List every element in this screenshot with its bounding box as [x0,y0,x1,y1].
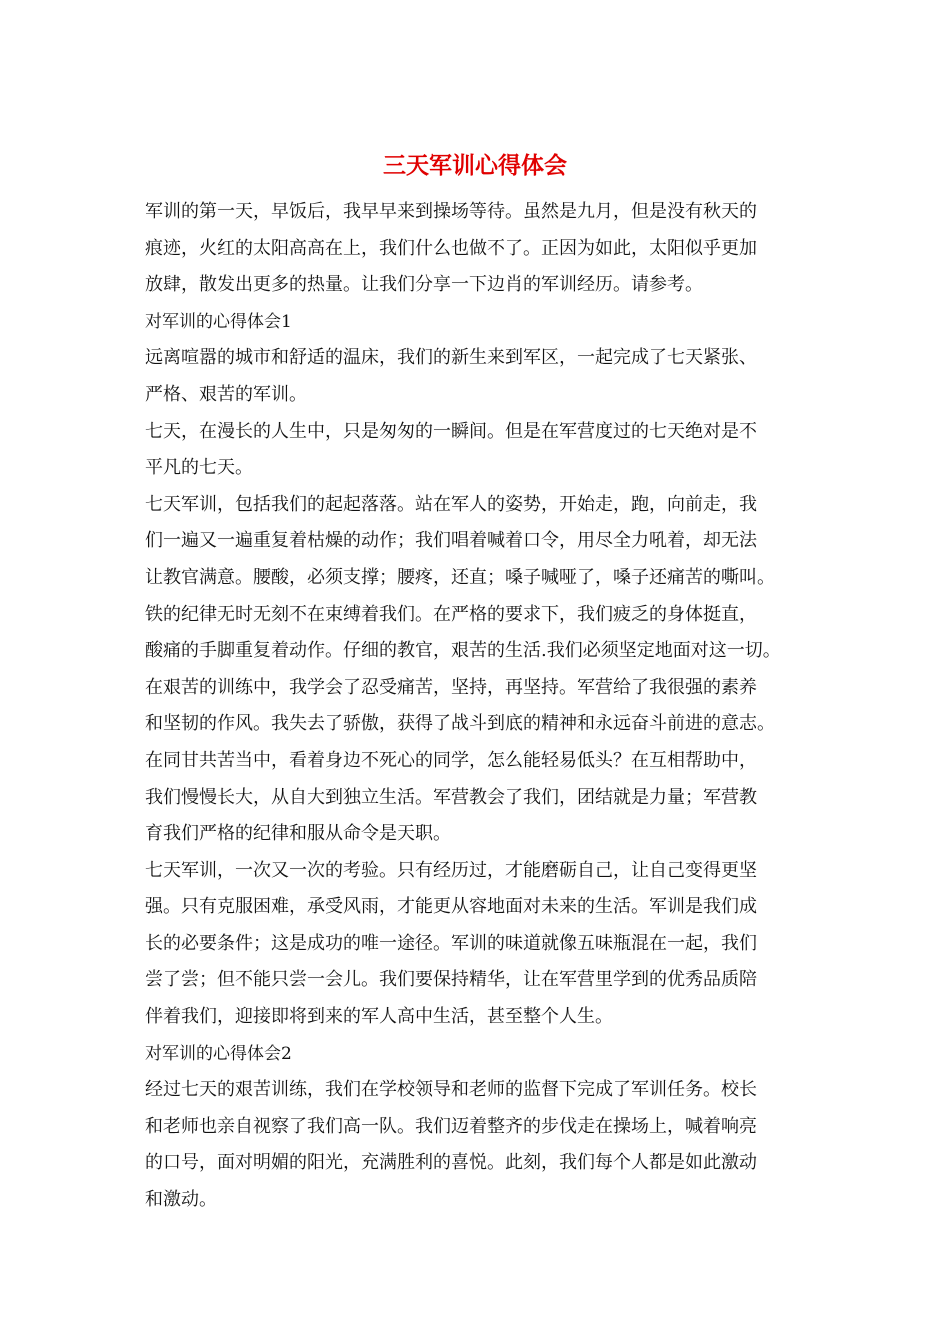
paragraph-line: 痕迹，火红的太阳高高在上，我们什么也做不了。正因为如此，太阳似乎更加 [145,237,757,259]
paragraph-line: 远离喧嚣的城市和舒适的温床，我们的新生来到军区，一起完成了七天紧张、 [145,347,757,369]
paragraph-line: 尝了尝；但不能只尝一会儿。我们要保持精华，让在军营里学到的优秀品质陪 [145,969,757,991]
paragraph-line: 让教官满意。腰酸，必须支撑；腰疼，还直；嗓子喊哑了，嗓子还痛苦的嘶叫。 [145,566,775,588]
document-body [145,194,835,1219]
paragraph-line: 我们慢慢长大，从自大到独立生活。军营教会了我们，团结就是力量；军营教 [145,786,757,808]
paragraph-line: 和激动。 [145,1189,217,1211]
document-title: 三天军训心得体会 [383,152,567,179]
paragraph-line: 严格、艰苦的军训。 [145,383,307,405]
paragraph-line: 经过七天的艰苦训练，我们在学校领导和老师的监督下完成了军训任务。校长 [145,1079,757,1101]
paragraph-line: 和坚韧的作风。我失去了骄傲，获得了战斗到底的精神和永远奋斗前进的意志。 [145,713,775,735]
paragraph-line: 军训的第一天，早饭后，我早早来到操场等待。虽然是九月，但是没有秋天的 [145,201,757,222]
paragraph-line: 伴着我们，迎接即将到来的军人高中生活，甚至整个人生。 [145,1006,613,1028]
paragraph-line: 们一遍又一遍重复着枯燥的动作；我们唱着喊着口令，用尽全力吼着，却无法 [145,530,757,552]
paragraph-line: 酸痛的手脚重复着动作。仔细的教官，艰苦的生活.我们必须坚定地面对这一切。 [145,640,781,662]
paragraph-line: 七天军训，一次又一次的考验。只有经历过，才能磨砺自己，让自己变得更坚 [145,859,757,881]
paragraph-line: 长的必要条件；这是成功的唯一途径。军训的味道就像五味瓶混在一起，我们 [145,932,757,954]
paragraph-line: 铁的纪律无时无刻不在束缚着我们。在严格的要求下，我们疲乏的身体挺直， [145,603,757,625]
paragraph-line: 在艰苦的训练中，我学会了忍受痛苦，坚持，再坚持。军营给了我很强的素养 [145,676,757,698]
paragraph-line: 和老师也亲自视察了我们高一队。我们迈着整齐的步伐走在操场上，喊着响亮 [145,1115,757,1137]
paragraph-line: 育我们严格的纪律和服从命令是天职。 [145,823,451,845]
section-heading: 对军训的心得体会2 [145,1043,292,1064]
paragraph-line: 七天，在漫长的人生中，只是匆匆的一瞬间。但是在军营度过的七天绝对是不 [145,420,757,442]
paragraph-line: 的口号，面对明媚的阳光，充满胜利的喜悦。此刻，我们每个人都是如此激动 [145,1152,757,1174]
paragraph-line: 平凡的七天。 [145,457,253,479]
paragraph-line: 放肆，散发出更多的热量。让我们分享一下边肖的军训经历。请参考。 [145,274,703,296]
paragraph-line: 七天军训，包括我们的起起落落。站在军人的姿势，开始走，跑，向前走，我 [145,493,757,515]
section-heading: 对军训的心得体会1 [145,311,292,332]
paragraph-line: 在同甘共苦当中，看着身边不死心的同学，怎么能轻易低头？在互相帮助中， [145,749,757,771]
paragraph-line: 强。只有克服困难，承受风雨，才能更从容地面对未来的生活。军训是我们成 [145,896,757,918]
